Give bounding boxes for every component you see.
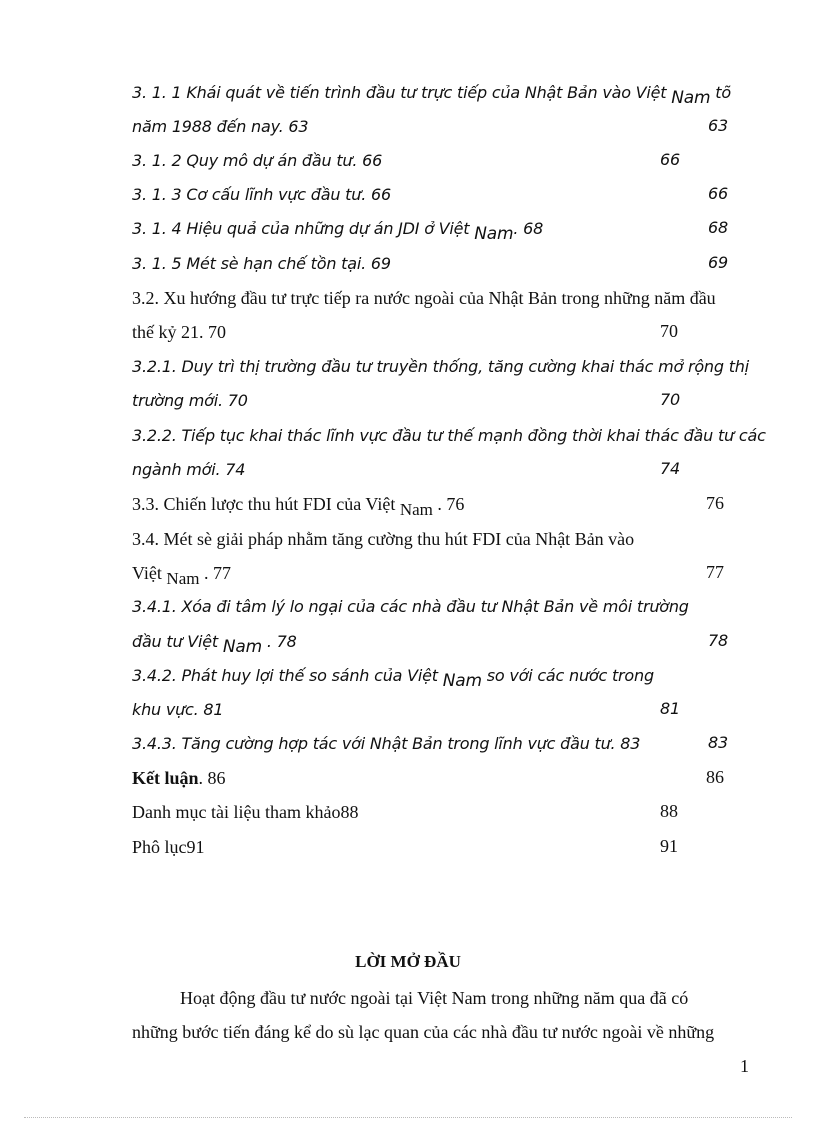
toc-entry-3-2-2-cont: ngành mới. 74 — [132, 460, 246, 479]
toc-page-number: 77 — [706, 562, 724, 582]
toc-page-number: 78 — [708, 631, 728, 650]
toc-entry-3-4-2: 3.4.2. Phát huy lợi thế so sánh của Việt Nam so với các nước trong — [132, 666, 654, 691]
toc-page-number: 81 — [660, 699, 680, 718]
toc-page-number: 69 — [708, 253, 728, 272]
toc-entry-3-2-1-cont: trường mới. 70 — [132, 391, 248, 410]
toc-entry-3-3: 3.3. Chiến lược thu hút FDI của Việt Nam . 76 — [132, 494, 465, 519]
toc-entry-3-4-2-cont: khu vực. 81 — [132, 700, 224, 719]
intro-paragraph-line: Hoạt động đầu tư nước ngoài tại Việt Nam trong những năm qua đã có — [180, 988, 689, 1008]
toc-entry-conclusion: Kết luận. 86 — [132, 768, 226, 788]
toc-page-number: 91 — [660, 836, 678, 856]
toc-page-number: 68 — [708, 218, 728, 237]
toc-entry-3-2-1: 3.2.1. Duy trì thị trường đầu tư truyền thống, tăng cường khai thác mở rộng thị — [132, 357, 749, 376]
page-number: 1 — [740, 1056, 749, 1076]
toc-page-number: 86 — [706, 767, 724, 787]
toc-entry-3-4-cont: Việt Nam . 77 — [132, 563, 231, 588]
toc-page-number: 63 — [708, 116, 728, 135]
toc-entry-3-2: 3.2. Xu hướng đầu tư trực tiếp ra nước ngoài của Nhật Bản trong những năm đầu — [132, 288, 716, 308]
toc-entry-appendix: Phô lục91 — [132, 837, 205, 857]
toc-entry-3-2-2: 3.2.2. Tiếp tục khai thác lĩnh vực đầu tư thế mạnh đồng thời khai thác đầu tư các — [132, 426, 766, 445]
toc-page-number: 70 — [660, 390, 680, 409]
toc-entry-3-4: 3.4. Mét sè giải pháp nhằm tăng cường thu hút FDI của Nhật Bản vào — [132, 529, 635, 549]
toc-entry-references: Danh mục tài liệu tham khảo88 — [132, 802, 359, 822]
section-title: LỜI MỞ ĐẦU — [355, 952, 461, 971]
toc-entry-3-4-1-cont: đầu tư Việt Nam . 78 — [132, 632, 297, 657]
toc-page-number: 66 — [660, 150, 680, 169]
toc-entry-3-1-5: 3. 1. 5 Mét sè hạn chế tồn tại. 69 — [132, 254, 391, 273]
toc-page-number: 74 — [660, 459, 680, 478]
toc-page-number: 66 — [708, 184, 728, 203]
toc-page-number: 83 — [708, 733, 728, 752]
toc-page-number: 88 — [660, 801, 678, 821]
toc-page-number: 76 — [706, 493, 724, 513]
toc-entry-3-1-3: 3. 1. 3 Cơ cấu lĩnh vực đầu tư. 66 — [132, 185, 391, 204]
toc-entry-3-1-1: 3. 1. 1 Khái quát về tiến trình đầu tư trực tiếp của Nhật Bản vào Việt Nam tõ — [132, 83, 731, 108]
toc-entry-3-4-1: 3.4.1. Xóa đi tâm lý lo ngại của các nhà đầu tư Nhật Bản về môi trường — [132, 597, 689, 616]
page-break-divider — [24, 1117, 792, 1118]
toc-entry-3-4-3: 3.4.3. Tăng cường hợp tác với Nhật Bản trong lĩnh vực đầu tư. 83 — [132, 734, 641, 753]
toc-entry-3-1-4: 3. 1. 4 Hiệu quả của những dự án JDI ở Việt Nam. 68 — [132, 219, 544, 244]
toc-entry-3-2-cont: thế kỷ 21. 70 — [132, 322, 226, 342]
toc-entry-3-1-1-cont: năm 1988 đến nay. 63 — [132, 117, 309, 136]
intro-paragraph-line: những bước tiến đáng kể do sù lạc quan của các nhà đầu tư nước ngoài về những — [132, 1022, 715, 1042]
toc-page-number: 70 — [660, 321, 678, 341]
toc-entry-3-1-2: 3. 1. 2 Quy mô dự án đầu tư. 66 — [132, 151, 383, 170]
